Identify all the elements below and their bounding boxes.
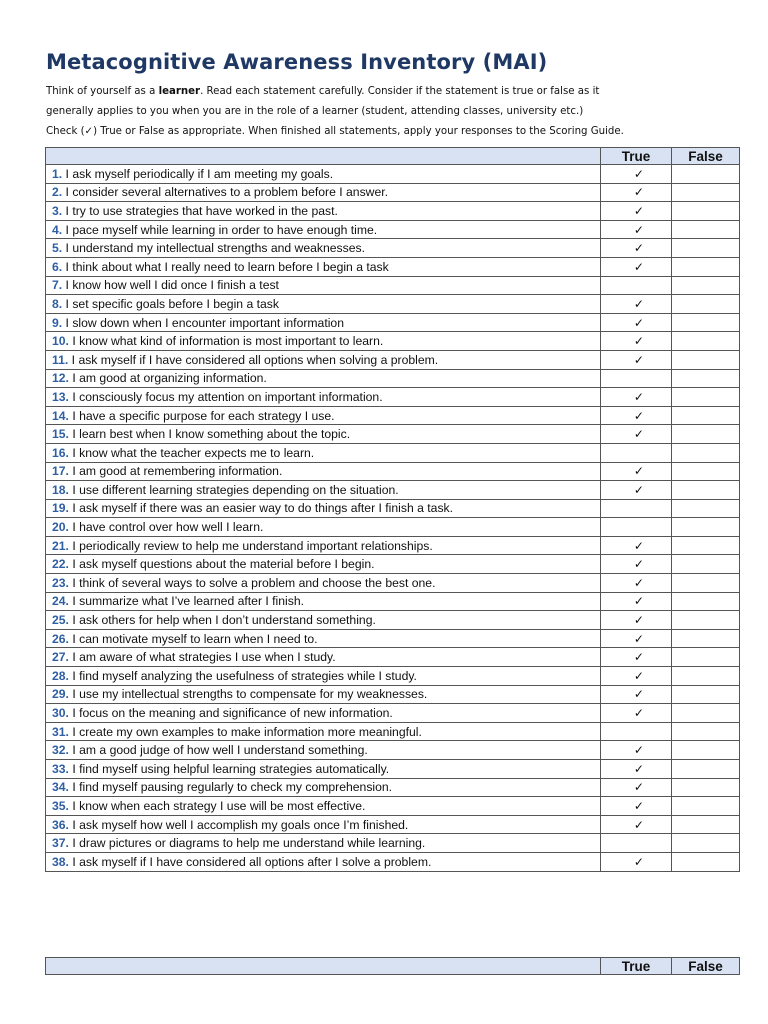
statement-cell xyxy=(46,313,601,332)
false-checkbox[interactable] xyxy=(672,685,740,704)
statement-text: I can motivate myself to learn when I need to. xyxy=(68,631,318,646)
false-checkbox[interactable] xyxy=(672,667,740,686)
true-checkbox[interactable] xyxy=(601,722,672,741)
true-checkbox[interactable] xyxy=(601,443,672,462)
statement-number: 18. xyxy=(52,482,69,497)
true-checkbox[interactable]: ✓ xyxy=(601,350,672,369)
false-checkbox[interactable] xyxy=(672,797,740,816)
table-row xyxy=(46,388,740,407)
statement-column-header xyxy=(46,958,601,975)
statement-number: 33. xyxy=(52,761,69,776)
table-header-row xyxy=(46,148,740,165)
statement-cell xyxy=(46,276,601,295)
statement-number: 9. xyxy=(52,315,63,330)
true-checkbox[interactable]: ✓ xyxy=(601,481,672,500)
false-column-header: False xyxy=(672,958,740,975)
statement-cell xyxy=(46,667,601,686)
inventory-table-continued xyxy=(45,957,740,975)
statement-cell xyxy=(46,462,601,481)
false-checkbox[interactable] xyxy=(672,741,740,760)
true-checkbox[interactable]: ✓ xyxy=(601,165,672,184)
statement-cell xyxy=(46,406,601,425)
statement-text: I find myself pausing regularly to check my comprehension. xyxy=(68,780,393,795)
true-checkbox[interactable]: ✓ xyxy=(601,648,672,667)
statement-cell xyxy=(46,778,601,797)
false-checkbox[interactable] xyxy=(672,183,740,202)
statement-text: I find myself using helpful learning strategies automatically. xyxy=(68,761,390,776)
statement-number: 32. xyxy=(52,743,69,758)
instructions-emphasis: learner xyxy=(158,86,201,97)
inventory-table xyxy=(45,147,740,872)
statement-text: I summarize what I’ve learned after I finish. xyxy=(68,594,304,609)
statement-cell xyxy=(46,499,601,518)
statement-text: I think about what I really need to learn before I begin a task xyxy=(62,259,389,274)
true-checkbox[interactable]: ✓ xyxy=(601,667,672,686)
false-checkbox[interactable] xyxy=(672,648,740,667)
statement-cell xyxy=(46,295,601,314)
statement-cell xyxy=(46,722,601,741)
instructions-text: . Read each statement carefully. Consider if the statement is true or false as it xyxy=(200,86,600,97)
table-row xyxy=(46,667,740,686)
statement-column-header xyxy=(46,148,601,165)
statement-cell xyxy=(46,481,601,500)
true-checkbox[interactable]: ✓ xyxy=(601,555,672,574)
statement-cell xyxy=(46,165,601,184)
true-checkbox[interactable]: ✓ xyxy=(601,202,672,221)
false-checkbox[interactable] xyxy=(672,592,740,611)
statement-text: I know when each strategy I use will be most effective. xyxy=(68,798,366,813)
table-row xyxy=(46,685,740,704)
statement-cell xyxy=(46,797,601,816)
statement-text: I think of several ways to solve a problem and choose the best one. xyxy=(68,575,436,590)
table-row xyxy=(46,462,740,481)
statement-number: 24. xyxy=(52,594,69,609)
statement-cell xyxy=(46,574,601,593)
statement-text: I draw pictures or diagrams to help me understand while learning. xyxy=(68,836,426,851)
table-row xyxy=(46,499,740,518)
statement-cell xyxy=(46,834,601,853)
table-row xyxy=(46,369,740,388)
statement-cell xyxy=(46,592,601,611)
false-column-header: False xyxy=(672,148,740,165)
statement-number: 37. xyxy=(52,836,69,851)
false-checkbox[interactable] xyxy=(672,499,740,518)
false-checkbox[interactable] xyxy=(672,239,740,258)
statement-number: 16. xyxy=(52,445,69,460)
false-checkbox[interactable] xyxy=(672,834,740,853)
statement-text: I ask myself if there was an easier way to do things after I finish a task. xyxy=(68,501,454,516)
table-row xyxy=(46,741,740,760)
false-checkbox[interactable] xyxy=(672,518,740,537)
statement-cell xyxy=(46,220,601,239)
true-checkbox[interactable]: ✓ xyxy=(601,685,672,704)
table-row xyxy=(46,536,740,555)
table-row xyxy=(46,350,740,369)
statement-number: 13. xyxy=(52,389,69,404)
statement-text: I am a good judge of how well I understand something. xyxy=(68,743,368,758)
statement-text: I use my intellectual strengths to compensate for my weaknesses. xyxy=(68,687,428,702)
table-row xyxy=(46,276,740,295)
table-row xyxy=(46,443,740,462)
statement-text: I know how well I did once I finish a test xyxy=(62,278,279,293)
table-row xyxy=(46,202,740,221)
true-checkbox[interactable]: ✓ xyxy=(601,629,672,648)
false-checkbox[interactable] xyxy=(672,852,740,871)
statement-number: 29. xyxy=(52,687,69,702)
table-row xyxy=(46,722,740,741)
true-checkbox[interactable]: ✓ xyxy=(601,239,672,258)
statement-number: 12. xyxy=(52,371,69,386)
true-checkbox[interactable]: ✓ xyxy=(601,592,672,611)
statement-cell xyxy=(46,202,601,221)
table-row xyxy=(46,834,740,853)
statement-cell xyxy=(46,183,601,202)
true-checkbox[interactable]: ✓ xyxy=(601,220,672,239)
true-checkbox[interactable]: ✓ xyxy=(601,574,672,593)
false-checkbox[interactable] xyxy=(672,388,740,407)
true-checkbox[interactable] xyxy=(601,834,672,853)
table-row xyxy=(46,815,740,834)
statement-number: 35. xyxy=(52,798,69,813)
false-checkbox[interactable] xyxy=(672,778,740,797)
statement-number: 6. xyxy=(52,259,63,274)
statement-number: 7. xyxy=(52,278,63,293)
true-checkbox[interactable]: ✓ xyxy=(601,704,672,723)
true-checkbox[interactable]: ✓ xyxy=(601,778,672,797)
statement-cell xyxy=(46,443,601,462)
table-row xyxy=(46,518,740,537)
statement-text: I know what kind of information is most important to learn. xyxy=(68,334,384,349)
false-checkbox[interactable] xyxy=(672,611,740,630)
table-row xyxy=(46,797,740,816)
statement-number: 38. xyxy=(52,854,69,869)
true-column-header: True xyxy=(601,148,672,165)
instructions xyxy=(46,82,746,142)
statement-text: I pace myself while learning in order to have enough time. xyxy=(62,222,378,237)
statement-text: I have control over how well I learn. xyxy=(68,520,264,535)
true-checkbox[interactable]: ✓ xyxy=(601,313,672,332)
statement-number: 23. xyxy=(52,575,69,590)
statement-text: I ask myself if I have considered all options after I solve a problem. xyxy=(68,854,432,869)
table-row xyxy=(46,165,740,184)
statement-text: I know what the teacher expects me to learn. xyxy=(68,445,315,460)
statement-cell xyxy=(46,239,601,258)
statement-number: 34. xyxy=(52,780,69,795)
statement-number: 14. xyxy=(52,408,69,423)
statement-number: 17. xyxy=(52,464,69,479)
statement-number: 2. xyxy=(52,185,63,200)
statement-cell xyxy=(46,518,601,537)
statement-cell xyxy=(46,332,601,351)
statement-number: 22. xyxy=(52,557,69,572)
statement-number: 31. xyxy=(52,724,69,739)
false-checkbox[interactable] xyxy=(672,276,740,295)
true-checkbox[interactable]: ✓ xyxy=(601,462,672,481)
false-checkbox[interactable] xyxy=(672,574,740,593)
statement-text: I consciously focus my attention on important information. xyxy=(68,389,383,404)
true-checkbox[interactable] xyxy=(601,518,672,537)
statement-text: I ask myself periodically if I am meeting my goals. xyxy=(62,166,334,181)
true-checkbox[interactable]: ✓ xyxy=(601,332,672,351)
statement-cell xyxy=(46,425,601,444)
statement-text: I periodically review to help me understand important relationships. xyxy=(68,538,433,553)
statement-cell xyxy=(46,815,601,834)
statement-text: I consider several alternatives to a problem before I answer. xyxy=(62,185,389,200)
instructions-line-2: generally applies to you when you are in the role of a learner (student, attending classes, university etc.) xyxy=(46,106,584,117)
true-checkbox[interactable]: ✓ xyxy=(601,797,672,816)
statement-number: 25. xyxy=(52,613,69,628)
table-row xyxy=(46,555,740,574)
table-row xyxy=(46,313,740,332)
statement-text: I try to use strategies that have worked in the past. xyxy=(62,203,338,218)
statement-text: I am good at organizing information. xyxy=(68,371,267,386)
statement-number: 21. xyxy=(52,538,69,553)
false-checkbox[interactable] xyxy=(672,536,740,555)
statement-text: I ask others for help when I don’t understand something. xyxy=(68,613,376,628)
false-checkbox[interactable] xyxy=(672,369,740,388)
table-row xyxy=(46,481,740,500)
table-row xyxy=(46,574,740,593)
statement-number: 1. xyxy=(52,166,63,181)
false-checkbox[interactable] xyxy=(672,704,740,723)
true-checkbox[interactable] xyxy=(601,499,672,518)
true-column-header: True xyxy=(601,958,672,975)
statement-number: 3. xyxy=(52,203,63,218)
statement-cell xyxy=(46,388,601,407)
statement-number: 28. xyxy=(52,668,69,683)
statement-text: I focus on the meaning and significance of new information. xyxy=(68,706,393,721)
statement-text: I understand my intellectual strengths and weaknesses. xyxy=(62,241,365,256)
false-checkbox[interactable] xyxy=(672,760,740,779)
true-checkbox[interactable]: ✓ xyxy=(601,388,672,407)
statement-cell xyxy=(46,704,601,723)
false-checkbox[interactable] xyxy=(672,481,740,500)
false-checkbox[interactable] xyxy=(672,722,740,741)
true-checkbox[interactable] xyxy=(601,369,672,388)
false-checkbox[interactable] xyxy=(672,406,740,425)
statement-number: 15. xyxy=(52,427,69,442)
table-row xyxy=(46,611,740,630)
true-checkbox[interactable]: ✓ xyxy=(601,536,672,555)
true-checkbox[interactable]: ✓ xyxy=(601,425,672,444)
statement-text: I create my own examples to make information more meaningful. xyxy=(68,724,422,739)
table-row xyxy=(46,220,740,239)
statement-number: 30. xyxy=(52,706,69,721)
document-title: Metacognitive Awareness Inventory (MAI) xyxy=(46,50,548,74)
statement-cell xyxy=(46,611,601,630)
statement-number: 11. xyxy=(52,352,69,367)
statement-text: I ask myself if I have considered all options when solving a problem. xyxy=(68,352,439,367)
false-checkbox[interactable] xyxy=(672,555,740,574)
table-row xyxy=(46,406,740,425)
statement-cell xyxy=(46,741,601,760)
table-row xyxy=(46,760,740,779)
table-row xyxy=(46,648,740,667)
false-checkbox[interactable] xyxy=(672,332,740,351)
table-row xyxy=(46,852,740,871)
statement-text: I ask myself questions about the material before I begin. xyxy=(68,557,375,572)
statement-cell xyxy=(46,648,601,667)
instructions-line-3: Check (✓) True or False as appropriate. When finished all statements, apply your responses to the Scoring Guide. xyxy=(46,126,624,137)
statement-number: 4. xyxy=(52,222,63,237)
false-checkbox[interactable] xyxy=(672,202,740,221)
true-checkbox[interactable]: ✓ xyxy=(601,741,672,760)
false-checkbox[interactable] xyxy=(672,629,740,648)
false-checkbox[interactable] xyxy=(672,462,740,481)
table-row xyxy=(46,778,740,797)
statement-number: 5. xyxy=(52,241,63,256)
false-checkbox[interactable] xyxy=(672,165,740,184)
false-checkbox[interactable] xyxy=(672,815,740,834)
false-checkbox[interactable] xyxy=(672,313,740,332)
statement-text: I am good at remembering information. xyxy=(68,464,283,479)
table-row xyxy=(46,332,740,351)
instructions-line-1 xyxy=(46,82,746,102)
true-checkbox[interactable]: ✓ xyxy=(601,295,672,314)
instructions-text: Think of yourself as a xyxy=(46,86,159,97)
table-header-row xyxy=(46,958,740,975)
statement-cell xyxy=(46,629,601,648)
table-row xyxy=(46,592,740,611)
true-checkbox[interactable]: ✓ xyxy=(601,852,672,871)
table-row xyxy=(46,425,740,444)
true-checkbox[interactable]: ✓ xyxy=(601,406,672,425)
false-checkbox[interactable] xyxy=(672,257,740,276)
table-row xyxy=(46,629,740,648)
statement-text: I learn best when I know something about the topic. xyxy=(68,427,351,442)
statement-text: I slow down when I encounter important information xyxy=(62,315,344,330)
statement-text: I ask myself how well I accomplish my goals once I’m finished. xyxy=(68,817,409,832)
statement-text: I have a specific purpose for each strategy I use. xyxy=(68,408,335,423)
statement-number: 10. xyxy=(52,334,69,349)
table-row xyxy=(46,704,740,723)
true-checkbox[interactable]: ✓ xyxy=(601,183,672,202)
statement-cell xyxy=(46,685,601,704)
table-row xyxy=(46,257,740,276)
false-checkbox[interactable] xyxy=(672,295,740,314)
true-checkbox[interactable]: ✓ xyxy=(601,257,672,276)
true-checkbox[interactable]: ✓ xyxy=(601,611,672,630)
true-checkbox[interactable]: ✓ xyxy=(601,760,672,779)
statement-cell xyxy=(46,369,601,388)
statement-cell xyxy=(46,536,601,555)
statement-number: 27. xyxy=(52,650,69,665)
table-row xyxy=(46,183,740,202)
table-row xyxy=(46,295,740,314)
statement-number: 8. xyxy=(52,296,63,311)
statement-text: I am aware of what strategies I use when I study. xyxy=(68,650,336,665)
true-checkbox[interactable] xyxy=(601,276,672,295)
statement-cell xyxy=(46,760,601,779)
statement-cell xyxy=(46,555,601,574)
statement-cell xyxy=(46,350,601,369)
false-checkbox[interactable] xyxy=(672,425,740,444)
statement-number: 19. xyxy=(52,501,69,516)
statement-number: 36. xyxy=(52,817,69,832)
false-checkbox[interactable] xyxy=(672,443,740,462)
statement-number: 26. xyxy=(52,631,69,646)
statement-text: I set specific goals before I begin a task xyxy=(62,296,279,311)
inventory-rows xyxy=(46,165,740,872)
true-checkbox[interactable]: ✓ xyxy=(601,815,672,834)
statement-cell xyxy=(46,852,601,871)
false-checkbox[interactable] xyxy=(672,350,740,369)
false-checkbox[interactable] xyxy=(672,220,740,239)
statement-number: 20. xyxy=(52,520,69,535)
statement-text: I find myself analyzing the usefulness of strategies while I study. xyxy=(68,668,417,683)
statement-text: I use different learning strategies depending on the situation. xyxy=(68,482,399,497)
table-row xyxy=(46,239,740,258)
statement-cell xyxy=(46,257,601,276)
